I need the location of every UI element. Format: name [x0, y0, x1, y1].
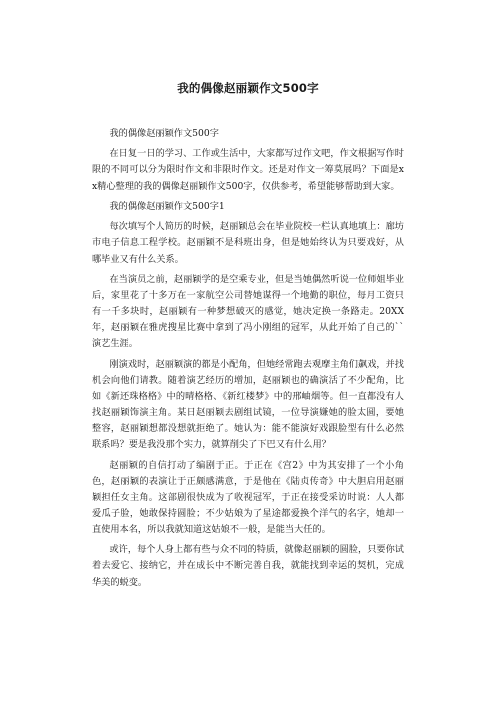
paragraph-before-acting: 在当演员之前，赵丽颖学的是空乘专业，但是当她偶然听说一位师姐毕业后，家里花了十多万在一家航空公司替她谋得一个地勤的职位，每月工资只有一千多块时，赵丽颖有一种梦想破灭的感觉，她决定换一条路走。20XX年，赵丽颖在雅虎搜星比赛中拿到了冯小刚组的冠军，从此开始了自己的``演艺生涯。	[92, 273, 404, 350]
document-title: 我的偶像赵丽颖作文500字	[177, 81, 319, 95]
paragraph-conclusion: 或许，每个人身上都有些与众不同的特质，就像赵丽颖的圆脸，只要你试着去爱它、接纳它，并在成长中不断完善自我，就能找到幸运的契机，完成华美的蜕变。	[92, 544, 404, 588]
paragraph-resume: 每次填写个人简历的时候，赵丽颖总会在毕业院校一栏认真地填上：廊坊市电子信息工程学校。赵丽颖不是科班出身，但是她始终认为只要戏好，从哪毕业又有什么关系。	[92, 221, 404, 265]
paragraph-confidence: 赵丽颖的自信打动了编剧于正。于正在《宫2》中为其安排了一个小角色，赵丽颖的表演让于正颇感满意，于是他在《陆贞传奇》中大胆启用赵丽颖担任女主角。这部剧很快成为了收视冠军，于正在接受采访时说：人人都爱瓜子脸，她敢保持圆脸；不少姑娘为了星途都爱换个洋气的名字，她却一直使用本名，所以我就知道这姑娘不一般，是能当大任的。	[92, 459, 404, 535]
paragraph-intro: 在日复一日的学习、工作或生活中，大家都写过作文吧，作文根据写作时限的不同可以分为限时作文和非限时作文。还是对作文一筹莫展吗？下面是xx精心整理的我的偶像赵丽颖作文500字，仅供参考，希望能够帮助到大家。	[92, 148, 404, 192]
paragraph-subtitle: 我的偶像赵丽颖作文500字	[109, 128, 219, 139]
paragraph-section-heading: 我的偶像赵丽颖作文500字1	[109, 200, 225, 212]
document-body	[92, 126, 404, 595]
paragraph-supporting-roles: 刚演戏时，赵丽颖演的都是小配角，但她经常跑去观摩主角们飙戏，并找机会向他们请教。随着演艺经历的增加，赵丽颖也的确演活了不少配角，比如《新还珠格格》中的晴格格、《新红楼梦》中的邢岫烟等。但一直都没有人找赵丽颖饰演主角。某日赵丽颖去剧组试镜，一位导演嫌她的脸太圆，要她整容，赵丽颖想都没想就拒绝了。她认为：能不能演好戏跟脸型有什么必然联系吗？要是我没那个实力，就算削尖了下巴又有什么用？	[92, 358, 404, 451]
